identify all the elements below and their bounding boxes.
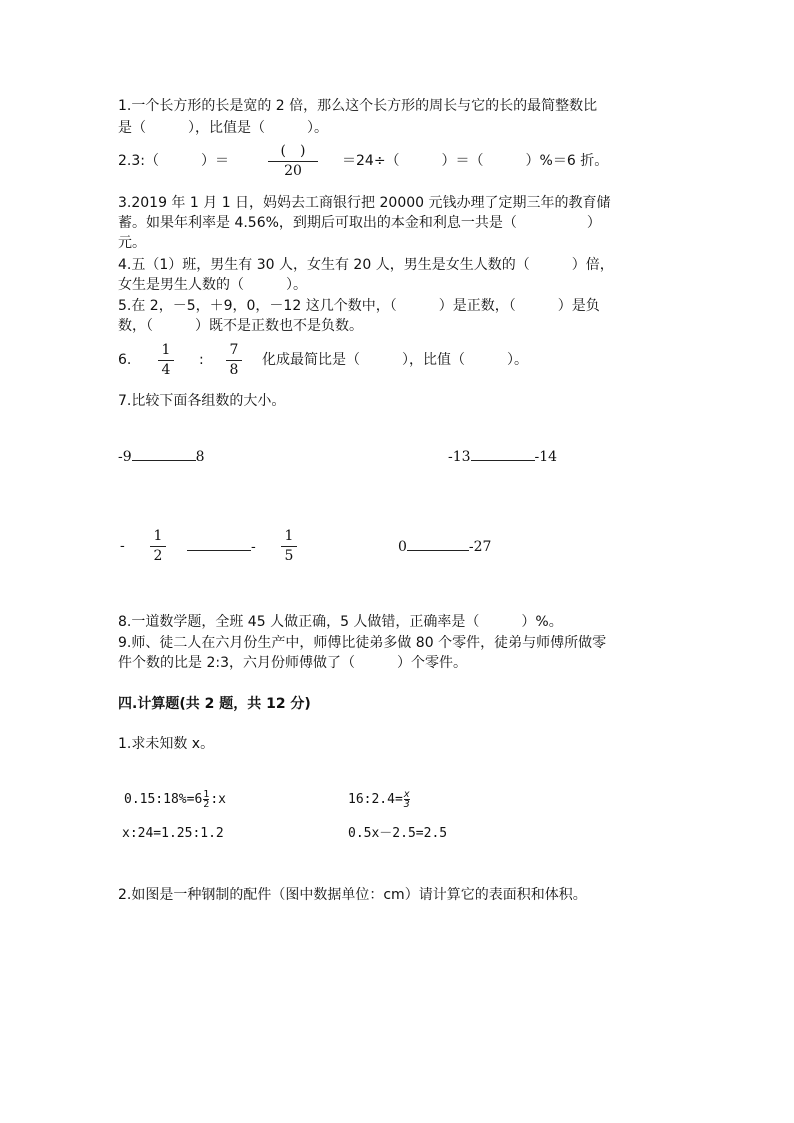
answer-blank[interactable]: [407, 536, 469, 551]
fraction-numerator: x: [403, 789, 410, 800]
compare-2-right: -14: [534, 449, 558, 465]
question-5-line-1: 5.在 2，－5，＋9，0，－12 这几个数中，（ ）是正数，（ ）是负: [118, 298, 600, 314]
compare-1-left: -9: [118, 449, 132, 465]
fraction-bar: [150, 546, 166, 547]
equation-2-prefix: 16:2.4=: [348, 792, 403, 807]
question-4-line-1: 4.五（1）班，男生有 30 人，女生有 20 人，男生是女生人数的（ ）倍，: [118, 257, 614, 273]
equation-1: [124, 790, 226, 810]
compare-1-right: 8: [195, 449, 205, 465]
question-3-line-2: 蓄。如果年利率是 4.56%，到期后可取出的本金和利息一共是（ ）: [118, 215, 601, 231]
equation-1-prefix: 0.15:18%=6: [124, 792, 203, 807]
compare-3-fraction-2: [281, 528, 297, 565]
fraction-bar: [268, 161, 318, 162]
question-7-title: 7.比较下面各组数的大小。: [118, 393, 286, 409]
compare-2: [448, 446, 557, 467]
fraction-denominator: 5: [284, 548, 294, 564]
question-6-fraction-2: [226, 342, 242, 379]
question-2-fraction: [268, 143, 318, 180]
question-9-line-2: 件个数的比是 2:3，六月份师傅做了（ ）个零件。: [118, 655, 467, 671]
fraction-numerator: 1: [284, 528, 294, 544]
compare-4-left: 0: [398, 539, 407, 555]
compare-3-minus-1: -: [120, 538, 125, 554]
calc-2-title: 2.如图是一种钢制的配件（图中数据单位：cm）请计算它的表面积和体积。: [118, 887, 587, 903]
question-4-line-2: 女生是男生人数的（ ）。: [118, 277, 307, 293]
question-3-line-3: 元。: [118, 235, 146, 251]
equation-1-suffix: :x: [210, 792, 226, 807]
fraction-denominator: 2: [153, 548, 163, 564]
fraction-bar: [226, 360, 242, 361]
question-6-fraction-1: [158, 342, 174, 379]
compare-4: [398, 536, 491, 557]
question-5-line-2: 数，（ ）既不是正数也不是负数。: [118, 318, 363, 334]
fraction-numerator: 1: [203, 789, 210, 800]
question-2-suffix: ＝24÷（ ）＝（ ）%＝6 折。: [342, 153, 609, 169]
fraction-numerator: 1: [153, 528, 163, 544]
compare-3-blank-group: [187, 536, 256, 557]
equation-4: 0.5x－2.5=2.5: [348, 826, 448, 841]
equation-3: x:24=1.25:1.2: [122, 826, 224, 841]
fraction-denominator: 20: [284, 163, 302, 179]
equation-2: [348, 790, 411, 810]
fraction: [404, 790, 410, 809]
question-1-line-1: 1.一个长方形的长是宽的 2 倍，那么这个长方形的周长与它的长的最简整数比: [118, 98, 598, 114]
fraction-bar: [281, 546, 297, 547]
compare-3-fraction-1: [150, 528, 166, 565]
fraction-numerator: 7: [229, 342, 239, 358]
section-4-title: 四.计算题(共 2 题，共 12 分): [118, 696, 311, 712]
answer-blank[interactable]: [471, 446, 535, 461]
fraction-denominator: 8: [229, 362, 239, 378]
compare-4-right: -27: [468, 539, 492, 555]
question-1-line-2: 是（ ），比值是（ ）。: [118, 120, 328, 136]
question-6-label: 6.: [118, 352, 132, 368]
answer-blank[interactable]: [187, 536, 251, 551]
question-9-line-1: 9.师、徒二人在六月份生产中，师傅比徒弟多做 80 个零件，徒弟与师傅所做零: [118, 635, 607, 651]
question-2-prefix: 2.3:（ ）＝: [118, 153, 229, 169]
fraction-bar: [158, 360, 174, 361]
compare-1: [118, 446, 205, 467]
question-6-colon: :: [199, 352, 204, 368]
question-8-line-1: 8.一道数学题，全班 45 人做正确，5 人做错，正确率是（ ）%。: [118, 614, 563, 630]
fraction-denominator: 4: [161, 362, 171, 378]
calc-1-title: 1.求未知数 x。: [118, 736, 215, 752]
mixed-fraction: [203, 790, 209, 809]
fraction-numerator: ( ): [280, 143, 306, 159]
answer-blank[interactable]: [132, 446, 196, 461]
fraction-denominator: 2: [203, 799, 210, 810]
compare-3-minus-2: -: [251, 539, 256, 555]
question-6-suffix: 化成最简比是（ ），比值（ ）。: [262, 352, 528, 368]
fraction-numerator: 1: [161, 342, 171, 358]
question-3-line-1: 3.2019 年 1 月 1 日，妈妈去工商银行把 20000 元钱办理了定期三年的教育储: [118, 195, 611, 211]
fraction-denominator: 3: [403, 799, 410, 810]
compare-2-left: -13: [448, 449, 471, 465]
